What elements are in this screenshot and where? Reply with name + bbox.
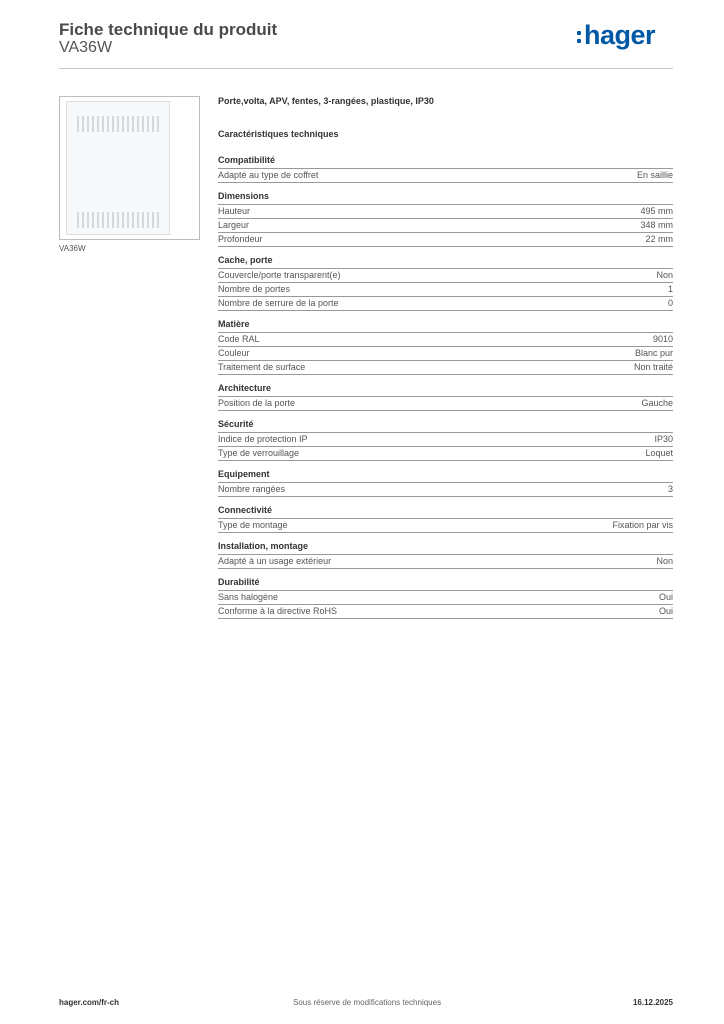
spec-label: Couleur — [218, 348, 250, 358]
spec-label: Couvercle/porte transparent(e) — [218, 270, 341, 280]
hager-logo — [577, 20, 655, 50]
spec-value: Blanc pur — [634, 348, 673, 358]
spec-row — [218, 269, 673, 283]
spec-row — [218, 333, 673, 347]
spec-label: Adapté au type de coffret — [218, 170, 319, 180]
document-title: Fiche technique du produit — [59, 20, 278, 39]
spec-value: 9010 — [652, 334, 673, 344]
spec-value: 348 mm — [640, 220, 673, 230]
logo-text: hager — [583, 19, 655, 50]
spec-group-title: Durabilité — [218, 577, 673, 591]
spec-value: Non traité — [633, 362, 673, 372]
spec-row — [218, 483, 673, 497]
product-image-caption: VA36W — [59, 244, 86, 253]
spec-value: Gauche — [641, 398, 673, 408]
spec-label: Hauteur — [218, 206, 251, 216]
door-panel-image — [66, 101, 170, 235]
product-description: Porte,volta, APV, fentes, 3-rangées, plastique, IP30 — [218, 96, 434, 106]
vent-slots-bottom — [77, 212, 159, 228]
spec-label: Nombre de serrure de la porte — [218, 298, 339, 308]
footer-date: 16.12.2025 — [632, 998, 673, 1007]
vent-slots-top — [77, 116, 159, 132]
spec-row — [218, 169, 673, 183]
spec-row — [218, 297, 673, 311]
product-reference: VA36W — [59, 39, 113, 56]
spec-value: Non — [656, 556, 673, 566]
spec-row — [218, 591, 673, 605]
spec-row — [218, 361, 673, 375]
spec-label: Position de la porte — [218, 398, 296, 408]
spec-row — [218, 233, 673, 247]
spec-value: En saillie — [636, 170, 673, 180]
spec-value: IP30 — [654, 434, 673, 444]
spec-label: Nombre de portes — [218, 284, 291, 294]
spec-label: Largeur — [218, 220, 250, 230]
spec-label: Type de verrouillage — [218, 448, 300, 458]
spec-row — [218, 447, 673, 461]
spec-group-title: Compatibilité — [218, 155, 673, 169]
spec-label: Adapté à un usage extérieur — [218, 556, 332, 566]
spec-group-title: Cache, porte — [218, 255, 673, 269]
spec-value: Oui — [658, 592, 673, 602]
footer-website-link[interactable]: hager.com/fr-ch — [59, 998, 120, 1007]
specs-heading: Caractéristiques techniques — [218, 129, 339, 139]
spec-value: 495 mm — [640, 206, 673, 216]
spec-label: Indice de protection IP — [218, 434, 308, 444]
spec-row — [218, 219, 673, 233]
spec-row — [218, 605, 673, 619]
spec-group-title: Dimensions — [218, 191, 673, 205]
spec-label: Traitement de surface — [218, 362, 306, 372]
spec-value: 0 — [667, 298, 673, 308]
product-image — [59, 96, 200, 240]
footer-disclaimer: Sous réserve de modifications techniques — [293, 998, 442, 1007]
spec-value: 3 — [667, 484, 673, 494]
spec-group-title: Sécurité — [218, 419, 673, 433]
specifications-section — [218, 96, 673, 619]
header-divider — [59, 68, 673, 69]
logo-colon-icon — [577, 31, 581, 43]
spec-group-title: Architecture — [218, 383, 673, 397]
spec-label: Nombre rangées — [218, 484, 286, 494]
spec-groups — [218, 155, 673, 619]
spec-label: Sans halogène — [218, 592, 279, 602]
spec-value: Fixation par vis — [612, 520, 673, 530]
spec-value: Oui — [658, 606, 673, 616]
spec-label: Conforme à la directive RoHS — [218, 606, 338, 616]
spec-row — [218, 433, 673, 447]
spec-value: Non — [656, 270, 673, 280]
spec-group-title: Matière — [218, 319, 673, 333]
spec-group-title: Installation, montage — [218, 541, 673, 555]
spec-label: Code RAL — [218, 334, 260, 344]
spec-label: Type de montage — [218, 520, 288, 530]
spec-value: 1 — [667, 284, 673, 294]
spec-row — [218, 519, 673, 533]
spec-value: Loquet — [645, 448, 673, 458]
spec-group-title: Equipement — [218, 469, 673, 483]
page-header — [59, 20, 673, 70]
spec-row — [218, 205, 673, 219]
spec-row — [218, 347, 673, 361]
spec-value: 22 mm — [645, 234, 673, 244]
spec-row — [218, 555, 673, 569]
spec-row — [218, 397, 673, 411]
spec-label: Profondeur — [218, 234, 263, 244]
spec-row — [218, 283, 673, 297]
spec-group-title: Connectivité — [218, 505, 673, 519]
